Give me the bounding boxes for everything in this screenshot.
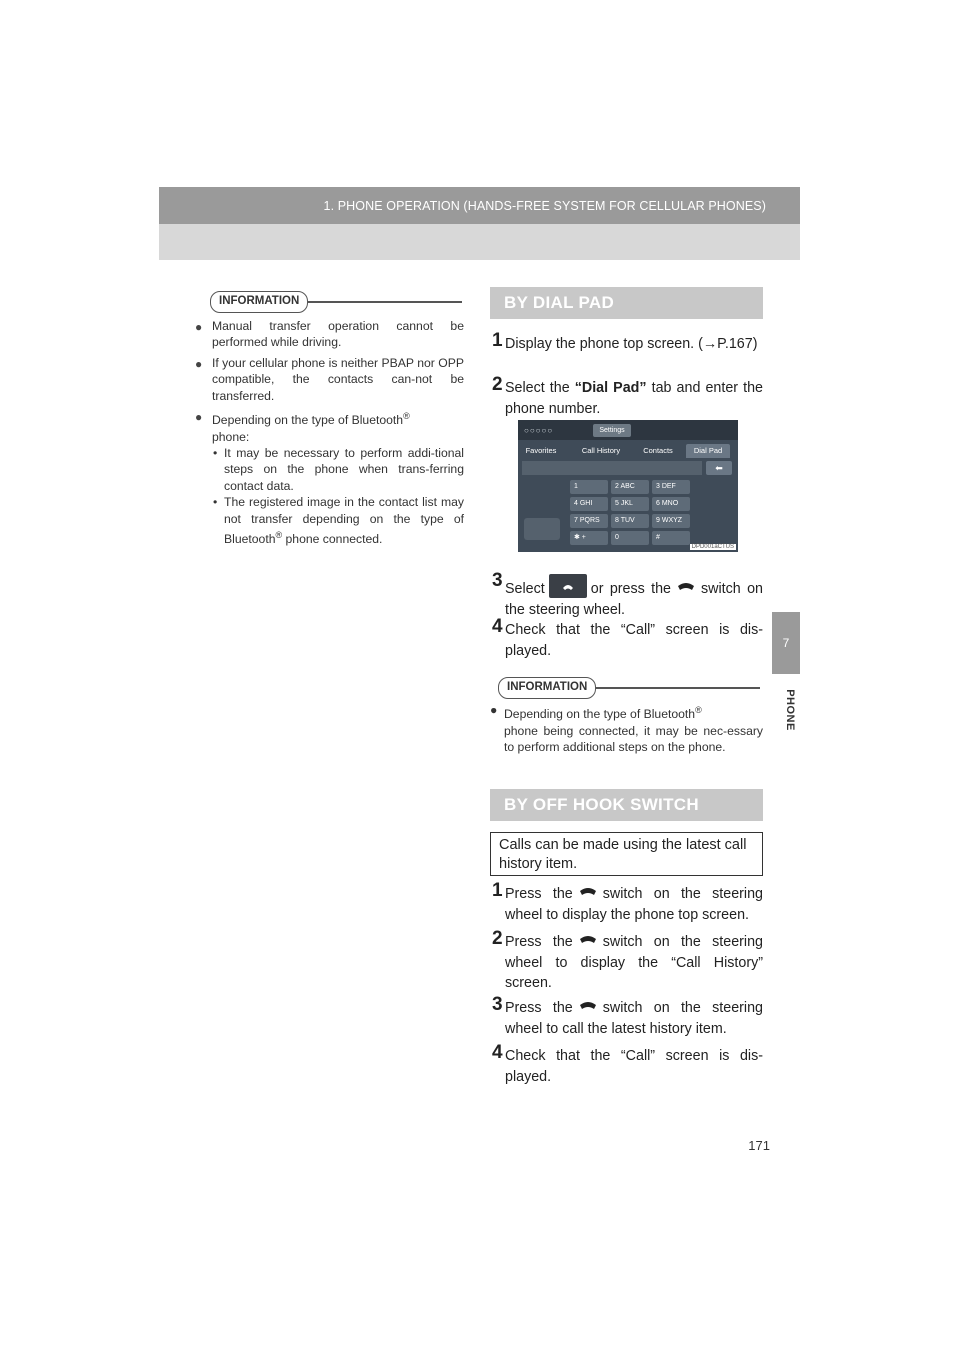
dial-key[interactable]: 7 PQRS (570, 514, 608, 528)
off-hook-switch-icon (577, 934, 599, 948)
dial-key[interactable]: # (652, 531, 690, 545)
chapter-label: PHONE (784, 689, 796, 731)
bullet-icon: ● (195, 410, 203, 425)
off-hook-switch-icon (577, 886, 599, 900)
image-code: DPD001aCTUS (691, 544, 734, 550)
sub-list (212, 445, 464, 548)
dial-key[interactable]: 2 ABC (611, 480, 649, 494)
tab-favorites[interactable]: Favorites (525, 446, 557, 455)
page-header-title: 1. PHONE OPERATION (HANDS-FREE SYSTEM FOR CELLULAR PHONES) (323, 199, 766, 213)
intro-box: Calls can be made using the latest call history item. (490, 832, 763, 876)
information-tag: INFORMATION (498, 677, 596, 699)
dial-key[interactable]: 8 TUV (611, 514, 649, 528)
list-item: ● Depending on the type of Bluetooth® phone: • It may be necessary to perform addi-tional steps on the phone when trans-ferring contact data. • The registered image in the contact list may not transfer depending on the type of Bluetooth® phone connected. (195, 410, 464, 546)
number-entry-field (522, 461, 702, 475)
section-heading-off-hook: BY OFF HOOK SWITCH (490, 789, 763, 821)
page-header-subbar (159, 224, 800, 260)
bullet-icon: ● (490, 703, 498, 717)
chapter-tab: 7 (772, 612, 800, 674)
list-item: ● If your cellular phone is neither PBAP nor OPP compatible, the contacts can-not be transferred. (195, 355, 464, 403)
signal-icon: ○○○○○ (524, 426, 554, 435)
information-tag: INFORMATION (210, 291, 308, 313)
step-1: 1 Press the switch on the steering wheel to display the phone top screen. (492, 880, 763, 923)
tab-dial-pad[interactable]: Dial Pad (686, 444, 730, 458)
page-number: 171 (748, 1138, 770, 1153)
information-rule (300, 301, 462, 303)
step-2: 2 Select the “Dial Pad” tab and enter the phone number. (492, 374, 763, 417)
dial-key[interactable]: 6 MNO (652, 497, 690, 511)
list-item: ● Depending on the type of Bluetooth® phone being connected, it may be nec-essary to perform additional steps on the phone. (490, 703, 763, 755)
dial-key[interactable]: 4 GHI (570, 497, 608, 511)
step-3: 3 Select or press the switch on the steering wheel. (492, 570, 763, 618)
list-item: ● Manual transfer operation cannot be performed while driving. (195, 319, 464, 350)
sub-list-item: • The registered image in the contact list may not transfer depending on the type of Bluetooth® phone connected. (213, 495, 464, 546)
dial-key[interactable]: 1 (570, 480, 608, 494)
tab-contacts[interactable]: Contacts (643, 446, 673, 455)
section-heading-dial-pad: BY DIAL PAD (490, 287, 763, 319)
information-note (490, 692, 763, 756)
off-hook-switch-icon (577, 1000, 599, 1014)
call-button-icon (549, 574, 587, 598)
page-header-bar (159, 187, 800, 224)
step-4: 4 Check that the “Call” screen is dis-played. (492, 616, 763, 659)
sub-list-item: • It may be necessary to perform addi-tional steps on the phone when trans-ferring contact data. (213, 445, 464, 493)
off-hook-switch-icon (675, 581, 697, 595)
step-3: 3 Press the switch on the steering wheel to call the latest history item. (492, 994, 763, 1037)
bullet-icon: ● (195, 356, 203, 371)
step-4: 4 Check that the “Call” screen is dis-played. (492, 1042, 763, 1085)
call-button[interactable] (524, 518, 560, 540)
tab-call-history[interactable]: Call History (581, 446, 621, 455)
settings-button[interactable]: Settings (593, 424, 631, 437)
information-rule (590, 687, 760, 689)
dial-key[interactable]: ✱ + (570, 531, 608, 545)
left-information-list (194, 318, 464, 547)
dial-key[interactable]: 5 JKL (611, 497, 649, 511)
step-1: 1 Display the phone top screen. (→P.167) (492, 330, 758, 352)
backspace-button[interactable]: ⬅ (706, 461, 732, 475)
dial-key[interactable]: 0 (611, 531, 649, 545)
bullet-icon: ● (195, 320, 203, 334)
dial-pad-screenshot (518, 420, 738, 552)
step-2: 2 Press the switch on the steering wheel to display the “Call History” screen. (492, 928, 763, 991)
dial-key[interactable]: 3 DEF (652, 480, 690, 494)
dial-key[interactable]: 9 WXYZ (652, 514, 690, 528)
